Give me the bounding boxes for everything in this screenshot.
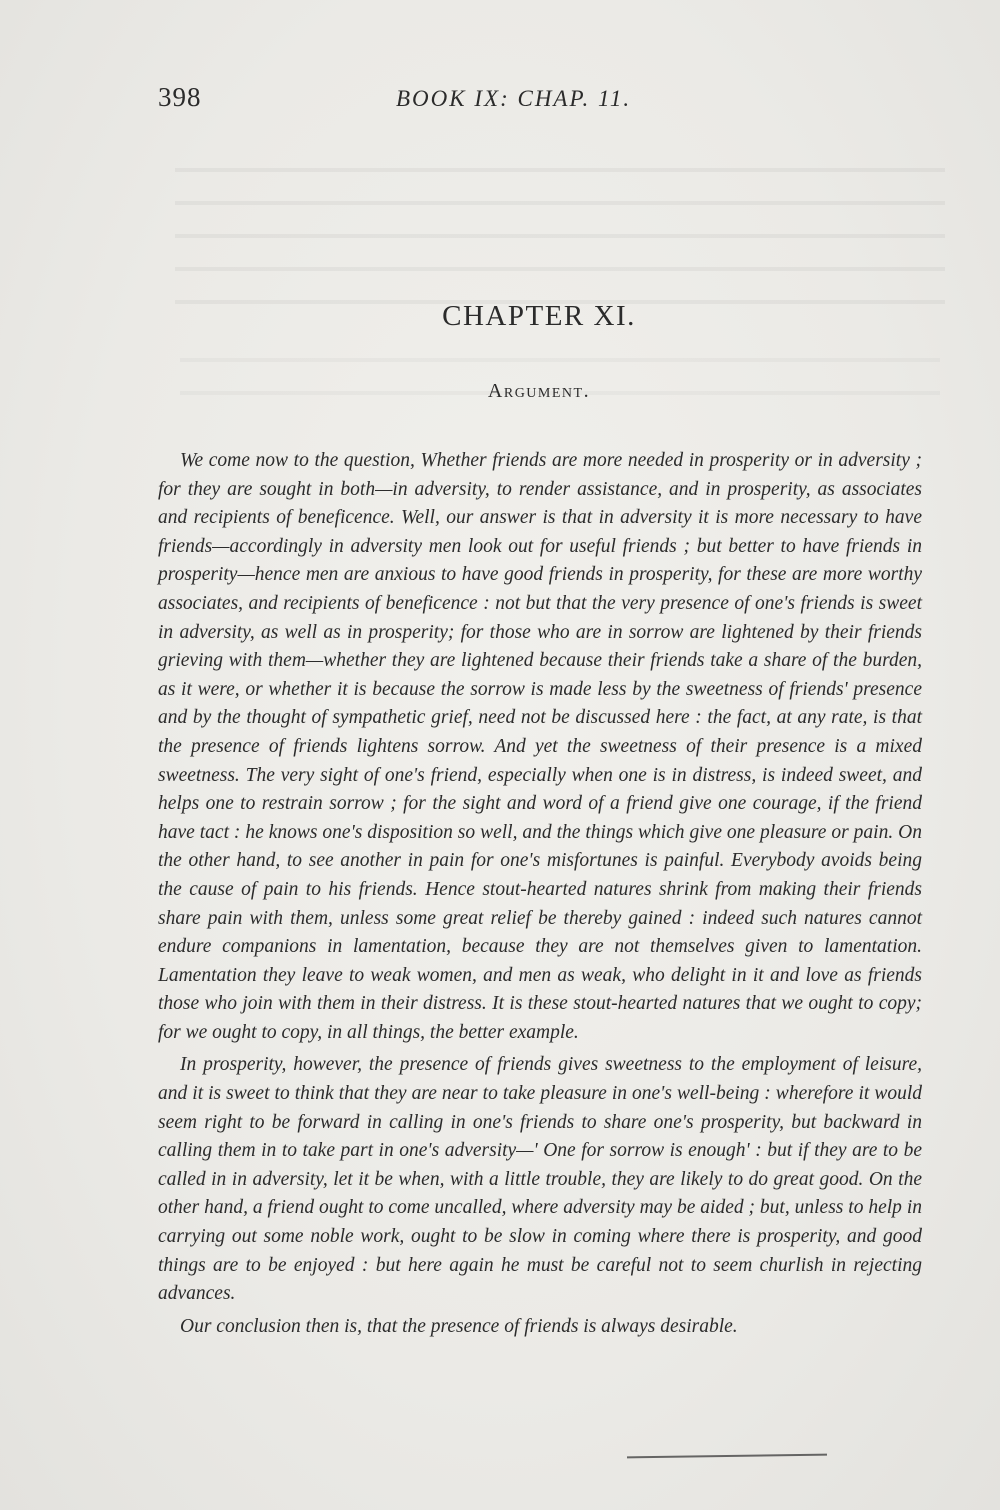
paragraph-3: Our conclusion then is, that the presence of friends is always desirable. — [180, 1315, 738, 1337]
bleed-through-text — [175, 150, 945, 320]
argument-body — [158, 447, 922, 1341]
argument-heading: Argument. — [487, 380, 591, 402]
paragraph-2: In prosperity, however, the presence of friends gives sweetness to the employment of leisure, and it is sweet to think that they are near to take pleasure in one's well-being : wherefore it would seem right to be forward in calling in one's friends to share one's prosperity, but backward in calling them in to take part in one's adversity—' One for sorrow is enough' : but if they are to be called in in adversity, let it be when, with a little trouble, they are likely to do great good. On the other hand, a friend ought to come uncalled, where adversity may be aided ; but, unless to help in carrying out some noble work, ought to be slow in coming where there is prosperity, and good things are to be enjoyed : but here again he must be careful not to seem churlish in rejecting advances. — [158, 1054, 922, 1305]
page-number: 398 — [158, 82, 202, 112]
running-head — [158, 82, 958, 122]
chapter-title: CHAPTER XI. — [442, 300, 636, 332]
pencil-underline — [627, 1454, 827, 1459]
paragraph-1: We come now to the question, Whether friends are more needed in prosperity or in adversity ; for they are sought in both—in adversity, to render assistance, and in prosperity, as associates and recipients of beneficence. Well, our answer is that in adversity it is more necessary to have friends—accordingly in adversity men look out for useful friends ; but better to have friends in prosperity—hence men are anxious to have good friends in prosperity, for these are more worthy associates, and recipients of beneficence : not but that the very presence of one's friends is sweet in adversity, as well as in prosperity; for those who are in sorrow are lightened by their friends grieving with them—whether they are lightened because their friends take a share of the burden, as it were, or whether it is because the sorrow is made less by the sweetness of friends' presence and by the thought of sympathetic grief, need not be discussed here : the fact, at any rate, is that the presence of friends lightens sorrow. And yet the sweetness of their presence is a mixed sweetness. The very sight of one's friend, especially when one is in distress, is indeed sweet, and helps one to restrain sorrow ; for the sight and word of a friend give one courage, if the friend have tact : he knows one's disposition so well, and the things which give one pleasure or pain. On the other hand, to see another in pain for one's misfortunes is painful. Everybody avoids being the cause of pain to his friends. Hence stout-hearted natures shrink from making their friends share pain with them, unless some great relief be thereby gained : indeed such natures cannot endure companions in lamentation, because they are not themselves given to lamentation. Lamentation they leave to weak women, and men as weak, who delight in it and love as friends those who join with them in their distress. It is these stout-hearted natures that we ought to copy; for we ought to copy, in all things, the better example. — [158, 450, 922, 1043]
running-title: BOOK IX: CHAP. 11. — [396, 86, 632, 111]
